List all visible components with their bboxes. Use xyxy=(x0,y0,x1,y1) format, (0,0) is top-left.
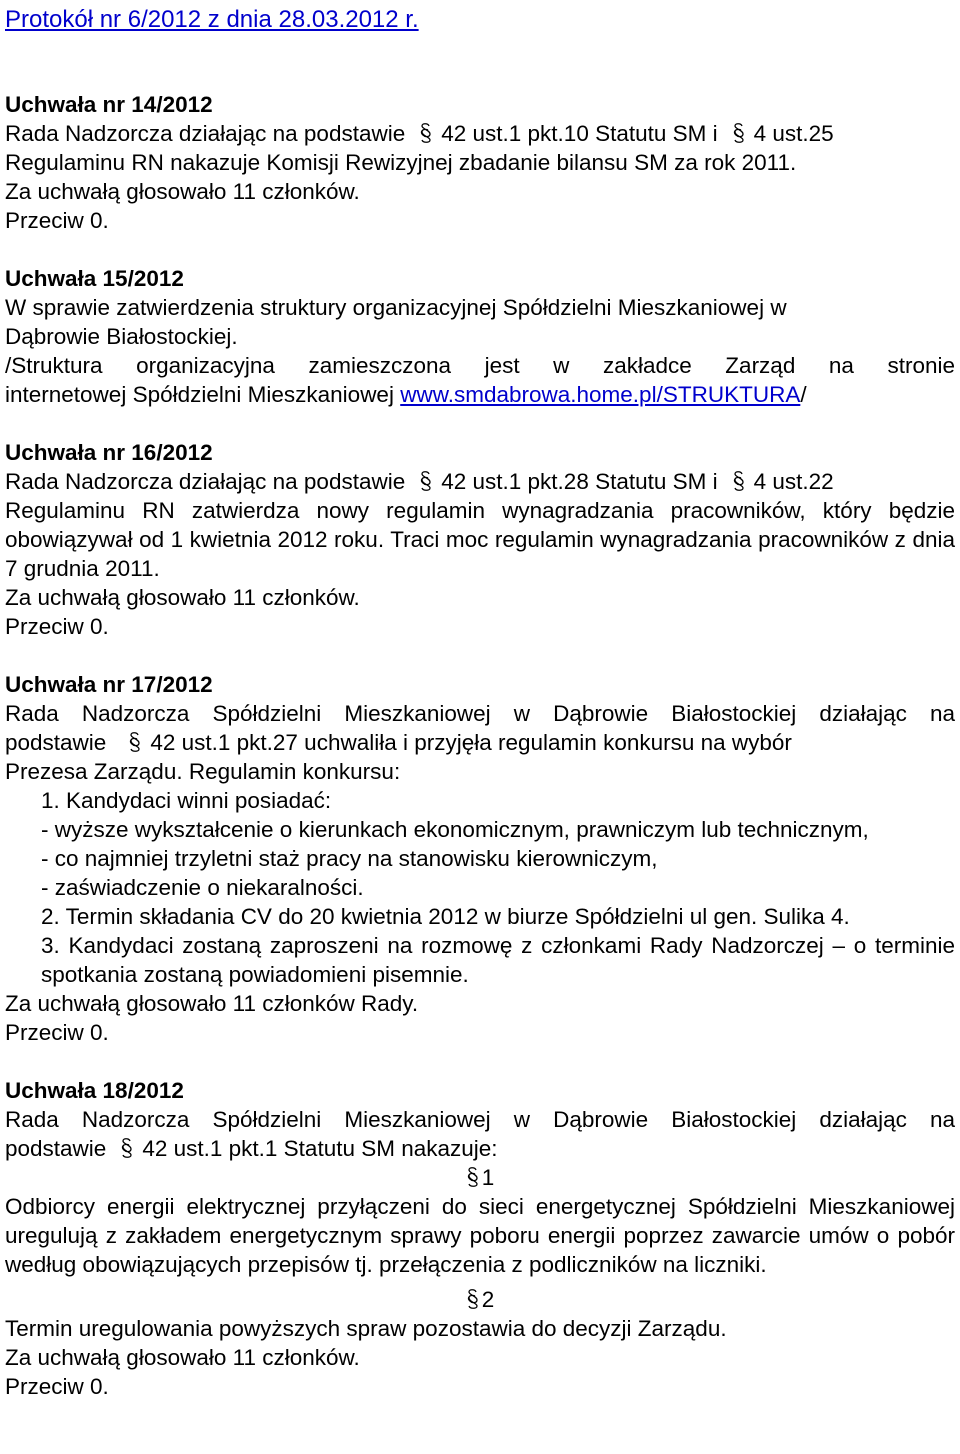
list-subitem: - zaświadczenie o niekaralności. xyxy=(41,875,364,900)
votes-for: Za uchwałą głosowało 11 członków. xyxy=(5,179,360,204)
section-2-label xyxy=(5,1285,955,1314)
basis-text: 4 ust.25 xyxy=(753,121,834,146)
basis-text: 42 ust.1 pkt.10 Statutu SM i xyxy=(441,121,718,146)
votes-against: Przeciw 0. xyxy=(5,614,109,639)
basis-text: Rada Nadzorcza działając na podstawie xyxy=(5,469,406,494)
resolution-18-line: Rada Nadzorcza Spółdzielni Mieszkaniowej w Dąbrowie Białostockiej działając na xyxy=(5,1107,955,1132)
paragraph-sign-icon xyxy=(732,122,746,144)
votes-for: Za uchwałą głosowało 11 członków Rady. xyxy=(5,991,419,1016)
resolution-17 xyxy=(5,670,955,1047)
resolution-15-line: Dąbrowie Białostockiej. xyxy=(5,324,238,349)
document-page xyxy=(0,4,960,1401)
list-item: 3. Kandydaci zostaną zaproszeni na rozmowę z członkami Rady Nadzorczej – o terminie spotkania zostaną powiadomieni pisemnie. xyxy=(41,933,955,987)
votes-against: Przeciw 0. xyxy=(5,1020,109,1045)
section-1-label xyxy=(5,1163,955,1192)
paragraph-sign-icon xyxy=(732,470,746,492)
section-1-body: Odbiorcy energii elektrycznej przyłączeni do sieci energetycznej Spółdzielni Mieszkaniowej uregulują z zakładem energetycznym sprawy poboru energii poprzez zawarcie umów o pobór według obowiązujących przepisów tj. przełączenia z podliczników na liczniki. xyxy=(5,1194,955,1277)
resolution-15-line: /Struktura organizacyjna zamieszczona jest w zakładce Zarząd na stronie xyxy=(5,353,955,378)
list-item: 2. Termin składania CV do 20 kwietnia 2012 w biurze Spółdzielni ul gen. Sulika 4. xyxy=(41,904,850,929)
paragraph-sign-icon xyxy=(128,731,142,753)
link-intro: internetowej Spółdzielni Mieszkaniowej xyxy=(5,382,394,407)
paragraph-sign-icon xyxy=(466,1288,480,1310)
link-end: / xyxy=(800,382,807,407)
section-2-body: Termin uregulowania powyższych spraw pozostawia do decyzji Zarządu. xyxy=(5,1316,727,1341)
document-title: Protokół nr 6/2012 z dnia 28.03.2012 r. xyxy=(5,6,419,33)
list-subitem: - co najmniej trzyletni staż pracy na stanowisku kierowniczym, xyxy=(41,846,658,871)
basis-text: Rada Nadzorcza działając na podstawie xyxy=(5,121,406,146)
resolution-14-body: Regulaminu RN nakazuje Komisji Rewizyjnej zbadanie bilansu SM za rok 2011. xyxy=(5,150,797,175)
resolution-14 xyxy=(5,90,955,235)
resolution-16-heading: Uchwała nr 16/2012 xyxy=(5,440,213,465)
resolution-16 xyxy=(5,438,955,641)
basis-text: podstawie xyxy=(5,1136,107,1161)
resolution-14-basis xyxy=(5,119,955,148)
list-item: 1. Kandydaci winni posiadać: xyxy=(41,788,332,813)
resolution-14-heading: Uchwała nr 14/2012 xyxy=(5,92,213,117)
section-number: 2 xyxy=(481,1287,495,1312)
resolution-16-body: Regulaminu RN zatwierdza nowy regulamin wynagradzania pracowników, który będzie obowiązywał od 1 kwietnia 2012 roku. Traci moc regulamin wynagradzania pracowników z dnia 7 grudnia 2011. xyxy=(5,498,955,581)
basis-text: podstawie xyxy=(5,730,107,755)
basis-text: 42 ust.1 pkt.27 uchwaliła i przyjęła regulamin konkursu na wybór xyxy=(150,730,792,755)
votes-against: Przeciw 0. xyxy=(5,208,109,233)
resolution-16-basis xyxy=(5,467,955,496)
paragraph-sign-icon xyxy=(120,1137,134,1159)
structure-link[interactable]: www.smdabrowa.home.pl/STRUKTURA xyxy=(400,382,801,407)
paragraph-sign-icon xyxy=(419,122,433,144)
basis-text: 42 ust.1 pkt.1 Statutu SM nakazuje: xyxy=(142,1136,498,1161)
resolution-17-line: Rada Nadzorcza Spółdzielni Mieszkaniowej w Dąbrowie Białostockiej działając na xyxy=(5,701,955,726)
resolution-17-basis xyxy=(5,728,955,757)
votes-against: Przeciw 0. xyxy=(5,1374,109,1399)
resolution-15-link-line xyxy=(5,380,955,409)
list-subitem: - wyższe wykształcenie o kierunkach ekonomicznym, prawniczym lub technicznym, xyxy=(41,817,869,842)
resolution-18-basis xyxy=(5,1134,955,1163)
votes-for: Za uchwałą głosowało 11 członków. xyxy=(5,585,360,610)
resolution-15-line: W sprawie zatwierdzenia struktury organizacyjnej Spółdzielni Mieszkaniowej w xyxy=(5,295,787,320)
paragraph-sign-icon xyxy=(419,470,433,492)
resolution-15 xyxy=(5,264,955,409)
resolution-18-heading: Uchwała 18/2012 xyxy=(5,1078,184,1103)
resolution-18 xyxy=(5,1076,955,1401)
basis-text: 4 ust.22 xyxy=(753,469,834,494)
resolution-17-line: Prezesa Zarządu. Regulamin konkursu: xyxy=(5,759,401,784)
paragraph-sign-icon xyxy=(466,1166,480,1188)
votes-for: Za uchwałą głosowało 11 członków. xyxy=(5,1345,360,1370)
resolution-17-heading: Uchwała nr 17/2012 xyxy=(5,672,213,697)
section-number: 1 xyxy=(481,1165,495,1190)
resolution-15-heading: Uchwała 15/2012 xyxy=(5,266,184,291)
basis-text: 42 ust.1 pkt.28 Statutu SM i xyxy=(441,469,718,494)
